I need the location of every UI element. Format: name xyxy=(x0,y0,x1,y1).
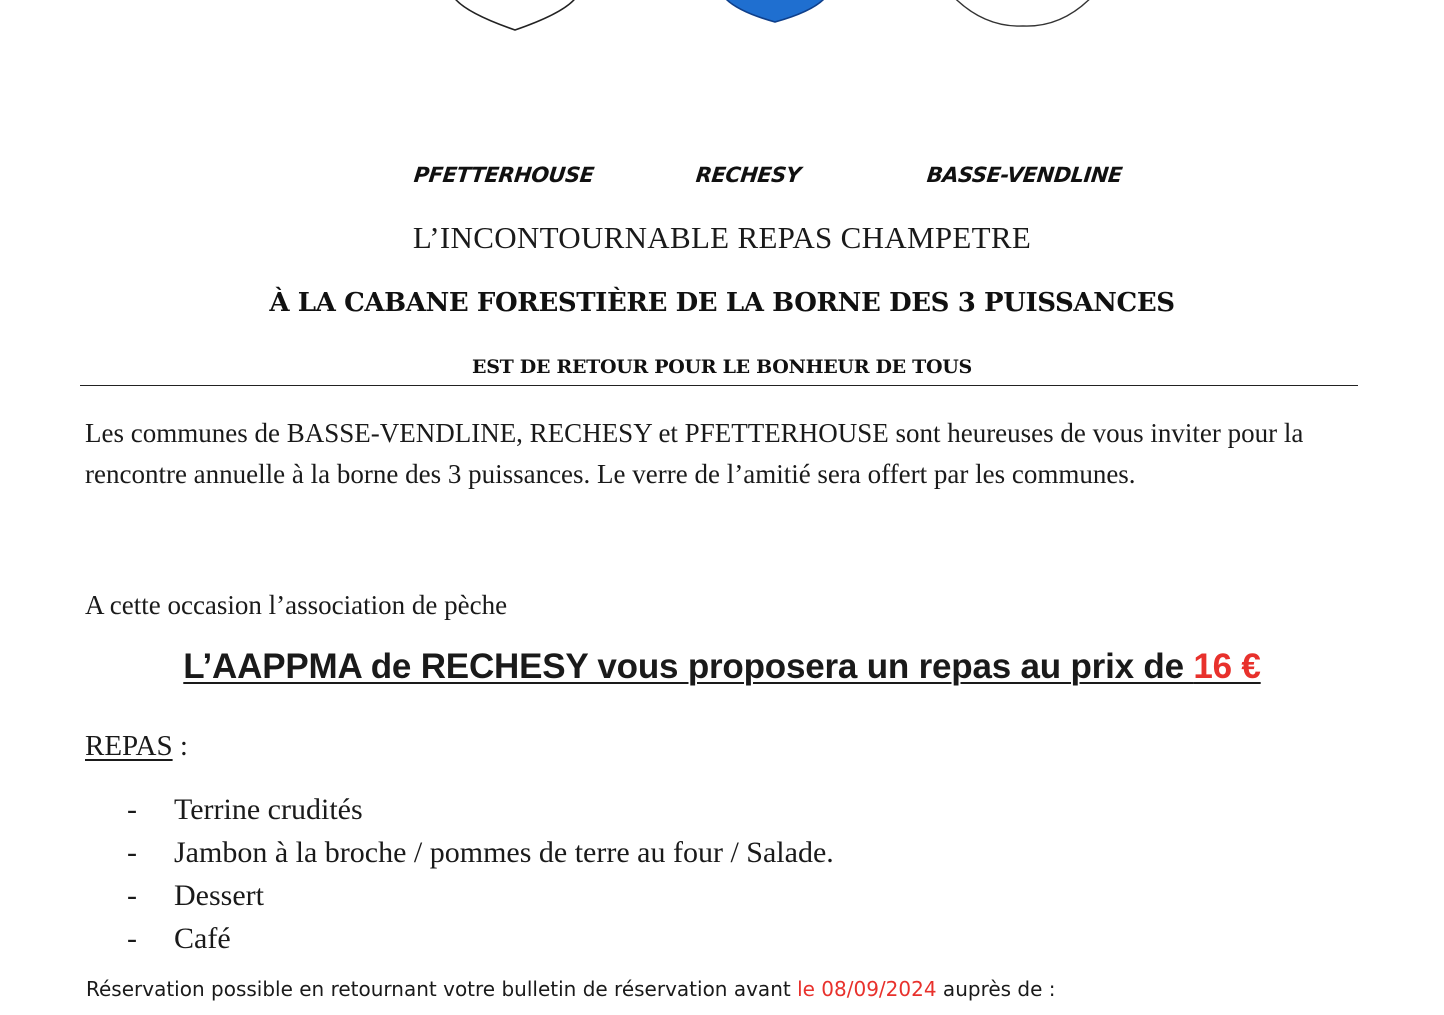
reservation-text-after: auprès de : xyxy=(936,977,1056,1001)
meal-price: 16 € xyxy=(1193,647,1261,686)
menu-item-text: Terrine crudités xyxy=(174,793,363,826)
menu-heading-colon: : xyxy=(172,730,188,762)
menu-heading xyxy=(85,730,188,763)
reservation-date: le 08/09/2024 xyxy=(797,977,937,1001)
meal-headline xyxy=(0,647,1444,687)
commune-names xyxy=(0,163,1444,199)
menu-item xyxy=(0,831,1444,874)
pfetterhouse-crest-icon xyxy=(445,0,585,32)
title-repas-champetre: L’INCONTOURNABLE REPAS CHAMPETRE xyxy=(412,220,1032,255)
basse-vendline-crest-icon xyxy=(935,0,1110,30)
menu-item-dash: - xyxy=(127,836,137,869)
commune-pfetterhouse: PFETTERHOUSE xyxy=(412,163,595,187)
title-cabane-forestiere: À LA CABANE FORESTIÈRE DE LA BORNE DES 3 PUISSANCES xyxy=(269,288,1175,318)
commune-rechesy: RECHESY xyxy=(694,163,802,187)
reservation-line xyxy=(86,977,1056,1001)
rechesy-crest-icon xyxy=(718,0,832,24)
menu-item xyxy=(0,788,1444,831)
menu-item-text: Dessert xyxy=(174,879,264,912)
meal-headline-underlined xyxy=(183,647,1260,686)
menu-item-text: Café xyxy=(174,922,231,955)
divider xyxy=(80,385,1358,386)
occasion-text: A cette occasion l’association de pèche xyxy=(85,590,508,620)
menu-item xyxy=(0,917,1444,960)
menu-item-dash: - xyxy=(127,793,137,826)
menu-item-dash: - xyxy=(127,922,137,955)
intro-paragraph: Les communes de BASSE-VENDLINE, RECHESY et PFETTERHOUSE sont heureuses de vous inviter pour la rencontre annuelle à la borne des 3 puissances. Le verre de l’amitié sera offert par les communes. xyxy=(85,418,1304,489)
commune-basse-vendline: BASSE-VENDLINE xyxy=(925,163,1124,187)
menu-item-dash: - xyxy=(127,879,137,912)
meal-headline-text: L’AAPPMA de RECHESY vous proposera un repas au prix de xyxy=(183,647,1194,686)
menu-heading-label: REPAS xyxy=(85,730,173,762)
title-retour: EST DE RETOUR POUR LE BONHEUR DE TOUS xyxy=(472,356,972,378)
menu-item-text: Jambon à la broche / pommes de terre au four / Salade. xyxy=(174,836,834,869)
menu-list xyxy=(0,788,1444,960)
menu-item xyxy=(0,874,1444,917)
reservation-text-before: Réservation possible en retournant votre bulletin de réservation avant xyxy=(86,977,798,1001)
